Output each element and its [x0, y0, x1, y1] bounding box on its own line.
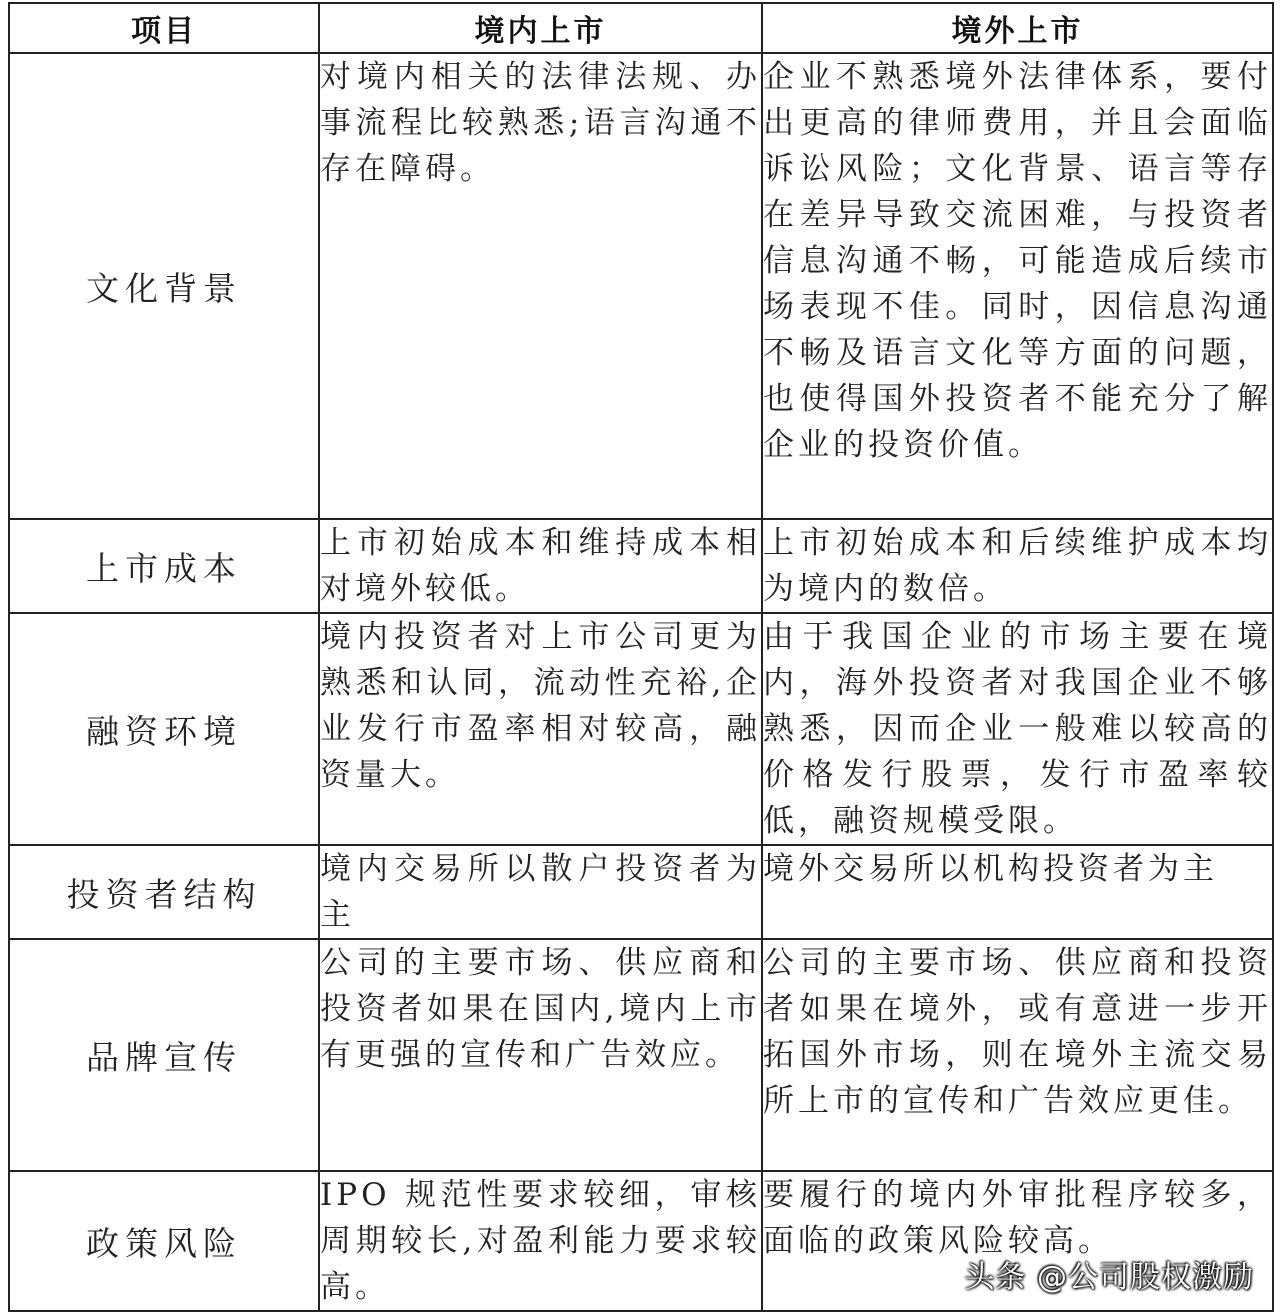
overseas-cell: 由于我国企业的市场主要在境内，海外投资者对我国企业不够熟悉，因而企业一般难以较高的价格发行股票，发行市盈率较低，融资规模受限。: [762, 613, 1273, 845]
overseas-cell: 境外交易所以机构投资者为主: [762, 845, 1273, 939]
domestic-cell: 境内交易所以散户投资者为主: [319, 845, 762, 939]
row-item-label: 投资者结构: [9, 845, 319, 939]
header-domestic-listing: 境内上市: [319, 3, 762, 53]
table-row: [9, 613, 1273, 845]
overseas-cell: 上市初始成本和后续维护成本均为境内的数倍。: [762, 519, 1273, 613]
overseas-cell: 企业不熟悉境外法律体系，要付出更高的律师费用，并且会面临诉讼风险；文化背景、语言等存在差异导致交流困难，与投资者信息沟通不畅，可能造成后续市场表现不佳。同时，因信息沟通不畅及语言文化等方面的问题，也使得国外投资者不能充分了解企业的投资价值。: [762, 53, 1273, 519]
row-item-label: 政策风险: [9, 1171, 319, 1311]
row-item-label: 上市成本: [9, 519, 319, 613]
table-header-row: [9, 3, 1273, 53]
table-row: [9, 519, 1273, 613]
table-row: [9, 845, 1273, 939]
row-item-label: 融资环境: [9, 613, 319, 845]
table-row: [9, 939, 1273, 1171]
comparison-table: [8, 2, 1274, 1312]
row-item-label: 文化背景: [9, 53, 319, 519]
domestic-cell: 境内投资者对上市公司更为熟悉和认同，流动性充裕,企业发行市盈率相对较高，融资量大。: [319, 613, 762, 845]
domestic-cell: 公司的主要市场、供应商和投资者如果在国内,境内上市有更强的宣传和广告效应。: [319, 939, 762, 1171]
row-item-label: 品牌宣传: [9, 939, 319, 1171]
header-overseas-listing: 境外上市: [762, 3, 1273, 53]
watermark-text: 头条 @公司股权激励: [964, 1260, 1254, 1295]
domestic-cell: 对境内相关的法律法规、办事流程比较熟悉;语言沟通不存在障碍。: [319, 53, 762, 519]
overseas-cell: 公司的主要市场、供应商和投资者如果在境外，或有意进一步开拓国外市场，则在境外主流交易所上市的宣传和广告效应更佳。: [762, 939, 1273, 1171]
domestic-cell: 上市初始成本和维持成本相对境外较低。: [319, 519, 762, 613]
table-row: [9, 53, 1273, 519]
header-item: 项目: [9, 3, 319, 53]
overseas-cell: 要履行的境内外审批程序较多，面临的政策风险较高。: [762, 1171, 1273, 1311]
domestic-cell: IPO 规范性要求较细，审核周期较长,对盈利能力要求较高。: [319, 1171, 762, 1311]
